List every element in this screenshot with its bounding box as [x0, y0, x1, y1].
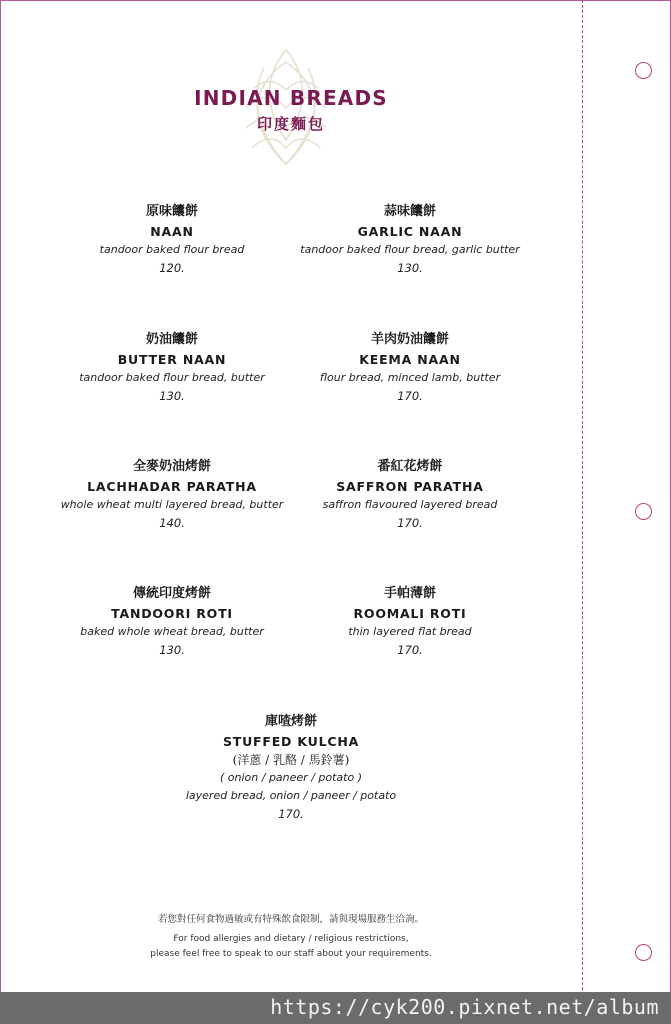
watermark-url: https://cyk200.pixnet.net/album [270, 995, 659, 1019]
item-description: thin layered flat bread [348, 625, 472, 638]
item-name: LACHHADAR PARATHA [87, 479, 257, 494]
item-options-chinese: (洋蔥 / 乳酪 / 馬鈴薯) [232, 753, 350, 767]
menu-item [280, 584, 540, 659]
menu-item [42, 330, 302, 405]
item-name-chinese: 全麥奶油烤餅 [132, 459, 211, 474]
perforation-line [582, 0, 583, 990]
item-price: 170. [397, 516, 423, 530]
item-description: baked whole wheat bread, butter [80, 625, 264, 638]
item-price: 120. [159, 261, 185, 275]
item-price: 130. [397, 261, 423, 275]
item-description: tandoor baked flour bread, garlic butter [300, 243, 520, 256]
item-description: flour bread, minced lamb, butter [319, 371, 501, 384]
menu-item [42, 202, 302, 277]
item-name-chinese: 傳統印度烤餅 [132, 586, 211, 601]
item-price: 170. [397, 643, 423, 657]
item-name: NAAN [150, 224, 194, 239]
item-description: whole wheat multi layered bread, butter [60, 498, 284, 511]
item-price: 140. [159, 516, 185, 530]
item-name: TANDOORI ROTI [111, 606, 233, 621]
item-name-chinese: 番紅花烤餅 [377, 459, 443, 474]
item-name-chinese: 原味饢餅 [145, 204, 198, 219]
item-name: STUFFED KULCHA [222, 734, 360, 749]
item-name: KEEMA NAAN [359, 352, 461, 367]
menu-item [280, 202, 540, 277]
item-description: saffron flavoured layered bread [322, 498, 498, 511]
menu-item [280, 457, 540, 532]
binder-hole-icon [635, 503, 652, 520]
item-price: 170. [278, 807, 304, 821]
page-title-chinese: 印度麵包 [256, 115, 325, 133]
item-description: tandoor baked flour bread [99, 243, 245, 256]
menu-item [280, 330, 540, 405]
item-name-chinese: 庫喳烤餅 [264, 714, 317, 729]
binder-hole-icon [635, 62, 652, 79]
watermark-bar [0, 992, 671, 1024]
menu-item-stuffed-kulcha [141, 712, 441, 823]
allergy-note-line-1: For food allergies and dietary / religious restrictions, [173, 934, 409, 944]
item-name-chinese: 手帕薄餅 [383, 586, 436, 601]
item-description: layered bread, onion / paneer / potato [185, 789, 397, 802]
item-name-chinese: 蒜味饢餅 [383, 204, 436, 219]
item-price: 130. [159, 389, 185, 403]
item-price: 130. [159, 643, 185, 657]
item-name: BUTTER NAAN [117, 352, 227, 367]
item-description: tandoor baked flour bread, butter [79, 371, 265, 384]
item-name: ROOMALI ROTI [353, 606, 467, 621]
item-name: GARLIC NAAN [357, 224, 463, 239]
allergy-note-line-2: please feel free to speak to our staff about your requirements. [150, 949, 432, 959]
item-name-chinese: 奶油饢餅 [145, 332, 198, 347]
menu-item [42, 584, 302, 659]
page-title: INDIAN BREADS [194, 86, 388, 110]
allergy-note-chinese: 若您對任何食物過敏或有特殊飲食限制，請與現場服務生洽詢。 [157, 914, 424, 925]
item-price: 170. [397, 389, 423, 403]
item-options: ( onion / paneer / potato ) [220, 771, 362, 784]
menu-item [42, 457, 302, 532]
binder-hole-icon [635, 944, 652, 961]
item-name: SAFFRON PARATHA [336, 479, 484, 494]
item-name-chinese: 羊肉奶油饢餅 [370, 332, 449, 347]
